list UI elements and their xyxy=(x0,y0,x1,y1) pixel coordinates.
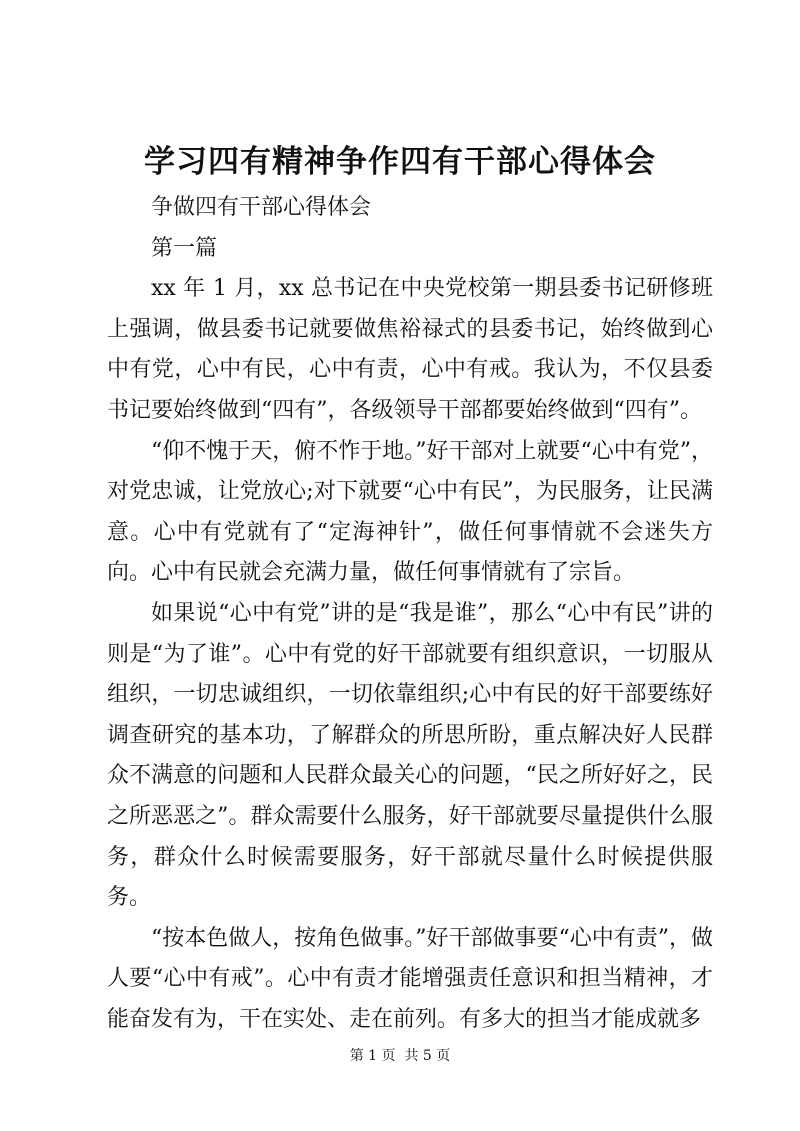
body-paragraph: “仰不愧于天，俯不怍于地。”好干部对上就要“心中有党”，对党忠诚，让党放心;对下就要“心中有民”，为民服务，让民满意。心中有党就有了“定海神针”，做任何事情就不会迷失方向。心中有民就会充满力量，做任何事情就有了宗旨。 xyxy=(107,438,713,586)
subtitle-paragraph: 争做四有干部心得体会 xyxy=(151,195,372,220)
body-paragraph: “按本色做人，按角色做事。”好干部做事要“心中有责”，做人要“心中有戒”。心中有责才能增强责任意识和担当精神，才能奋发有为，干在实处、走在前列。有多大的担当才能成就多 xyxy=(107,925,713,1032)
body-paragraph: 如果说“心中有党”讲的是“我是谁”，那么“心中有民”讲的则是“为了谁”。心中有党的好干部就要有组织意识，一切服从组织，一切忠诚组织，一切依靠组织;心中有民的好干部要练好调查研究的基本功，了解群众的所思所盼，重点解决好人民群众不满意的问题和人民群众最关心的问题，“民之所好好之，民之所恶恶之”。群众需要什么服务，好干部就要尽量提供什么服务，群众什么时候需要服务，好干部就尽量什么时候提供服务。 xyxy=(107,600,713,911)
page-footer xyxy=(0,1046,800,1066)
section-label-paragraph: 第一篇 xyxy=(151,235,218,261)
body-paragraph: xx 年 1 月，xx 总书记在中央党校第一期县委书记研修班上强调，做县委书记就要做焦裕禄式的县委书记，始终做到心中有党，心中有民，心中有责，心中有戒。我认为，不仅县委书记要始终做到“四有”，各级领导干部都要始终做到“四有”。 xyxy=(107,276,713,423)
document-body xyxy=(107,188,713,1040)
page-number: 第 1 页 共 5 页 xyxy=(349,1048,451,1064)
document-title: 学习四有精神争作四有干部心得体会 xyxy=(144,144,656,180)
